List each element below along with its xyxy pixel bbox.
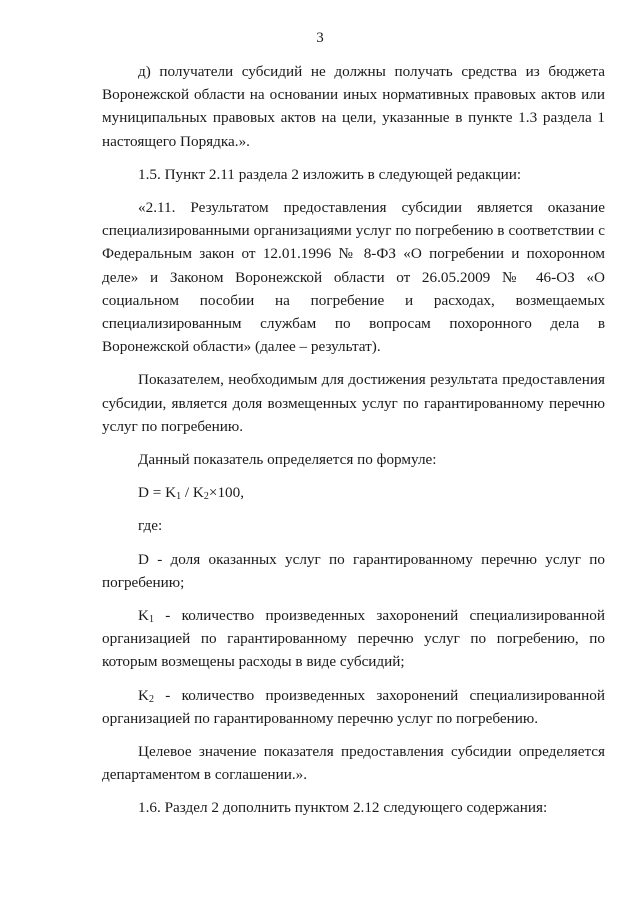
- paragraph-formula-intro: Данный показатель определяется по формуле:: [138, 451, 437, 469]
- paragraph-target-value: Целевое значение показателя предоставления субсидии определяется департаментом в соглашении.».: [102, 743, 605, 784]
- paragraph-subsidy-condition-d: д) получатели субсидий не должны получать средства из бюджета Воронежской области на основании иных нормативных правовых актов или муниципальных правовых актов на цели, указанные в пункте 1.3 раздела 1 настоящего Порядка.».: [102, 63, 605, 150]
- paragraph-indicator: Показателем, необходимым для достижения результата предоставления субсидии, является доля возмещенных услуг по гарантированному перечню услуг по погребению.: [102, 371, 605, 435]
- paragraph-where: где:: [138, 517, 163, 535]
- formula: $D = K_1 / K_2\times 100$,: [138, 484, 245, 503]
- definition-d: D - доля оказанных услуг по гарантированному перечню услуг по погребению;: [102, 550, 605, 591]
- definition-k2: $K_2$ - количество произведенных захоронений специализированной организацией по гарантированному перечню услуг по погребению.: [102, 686, 605, 727]
- paragraph-1-5: 1.5. Пункт 2.11 раздела 2 изложить в следующей редакции:: [138, 165, 522, 183]
- page-number: 3: [316, 30, 324, 46]
- paragraph-2-11-result: «2.11. Результатом предоставления субсидии является оказание специализированными организациями услуг по погребению в соответствии с Федеральным закон от 12.01.1996 № 8-ФЗ «О погребении и похоронном деле» и Законом Воронежской области от 26.05.2009 № 46-ОЗ «О социальном пособии на погребение и расходах, возмещаемых специализированным службам по вопросам похоронного дела в Воронежской области» (далее – результат).: [102, 199, 605, 356]
- definition-k1: $K_1$ - количество произведенных захоронений специализированной организацией по гарантированному перечню услуг по погребению, по которым возмещены расходы в виде субсидий;: [102, 607, 605, 671]
- document-body: [102, 60, 605, 820]
- paragraph-1-6: 1.6. Раздел 2 дополнить пунктом 2.12 следующего содержания:: [138, 799, 548, 817]
